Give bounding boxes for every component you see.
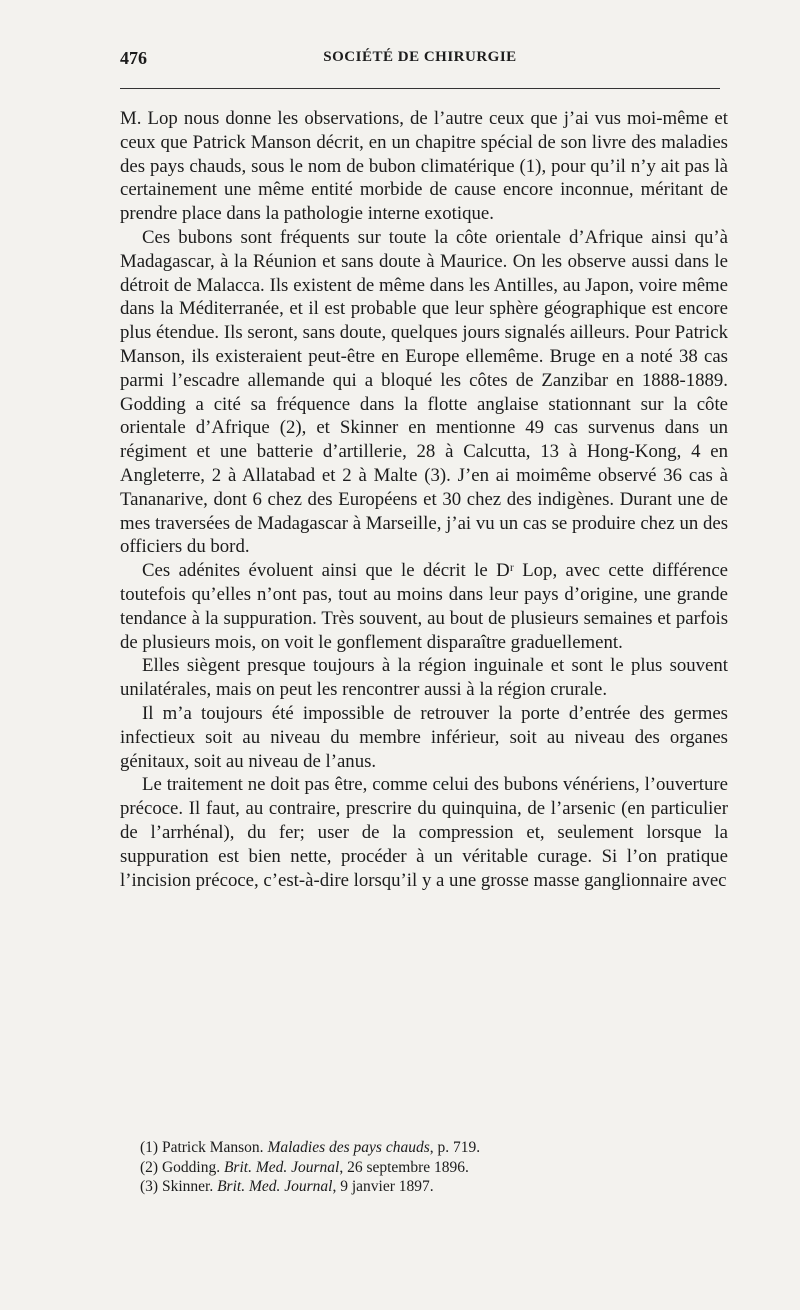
paragraph-3: Ces adénites évoluent ainsi que le décrit le Dʳ Lop, avec cette différence toutefois qu’elles n’ont pas, tout au moins dans leur pays d’origine, une grande tendance à la suppuration. Très souvent, au bout de plusieurs semaines et parfois de plusieurs mois, on voit le gonflement disparaître graduellement. [120, 560, 728, 653]
paragraph-6: Le traitement ne doit pas être, comme celui des bubons vénériens, l’ouverture précoce. Il faut, au contraire, prescrire du quinquina, de l’arsenic (en particulier de l’arrhénal), du fer; user de la compression et, seulement lorsque la suppuration est bien nette, procéder à un véritable curage. Si l’on pratique l’incision précoce, c’est-à-dire lorsqu’il y a une grosse masse ganglionnaire avec [120, 774, 728, 891]
footnote-title: Brit. Med. Journal [223, 1158, 340, 1176]
footnote-3 [140, 1177, 700, 1197]
footnote-marker: (3) [140, 1178, 159, 1195]
journal-title: SOCIÉTÉ DE CHIRURGIE [323, 49, 517, 65]
footnote-title: Maladies des pays chauds [267, 1139, 430, 1156]
paragraph-1: M. Lop nous donne les observations, de l’autre ceux que j’ai vus moi-même et ceux que Patrick Manson décrit, en un chapitre spécial de son livre des maladies des pays chauds, sous le nom de bubon climatérique (1), pour qu’il n’y ait pas là certainement une même entité morbide de cause encore inconnue, méritant de prendre place dans la pathologie interne exotique. [120, 108, 728, 225]
paragraph-5: Il m’a toujours été impossible de retrouver la porte d’entrée des germes infectieux soit au niveau du membre inférieur, soit au niveau des organes génitaux, soit au niveau de l’anus. [120, 702, 728, 772]
page-number: 476 [120, 48, 147, 68]
footnote-rest: , 9 janvier 1897. [332, 1178, 434, 1195]
footnote-author: Skinner. [161, 1178, 214, 1195]
footnotes [140, 1138, 700, 1197]
footnote-rest: , 26 septembre 1896. [339, 1158, 469, 1176]
footnote-2 [140, 1158, 700, 1178]
footnote-author: Godding. [161, 1158, 221, 1176]
paragraph-2: Ces bubons sont fréquents sur toute la côte orientale d’Afrique ainsi qu’à Madagascar, à la Réunion et sans doute à Maurice. On les observe aussi dans le détroit de Malacca. Ils existent de même dans les Antilles, au Japon, voire même dans la Méditerranée, et il est probable que leur sphère géographique est encore plus étendue. Ils seront, sans doute, quelques jours signalés ailleurs. Pour Patrick Manson, ils existeraient peut-être en Europe ellemême. Bruge en a noté 38 cas parmi l’escadre allemande qui a bloqué les côtes de Zanzibar en 1888-1889. Godding a cité sa fréquence dans la flotte anglaise stationnant sur la côte orientale d’Afrique (2), et Skinner en mentionne 49 cas survenus dans un régiment et une batterie d’artillerie, 28 à Calcutta, 13 à Hong-Kong, 4 en Angleterre, 2 à Allatabad et 2 à Malte (3). J’en ai moimême observé 36 cas à Tananarive, dont 6 chez des Européens et 30 chez des indigènes. Durant une de mes traversées de Madagascar à Marseille, j’ai vu un cas se produire chez un des officiers du bord. [120, 226, 728, 558]
footnote-rest: , p. 719. [429, 1139, 481, 1156]
header-rule [120, 88, 720, 89]
footnote-1 [140, 1138, 700, 1158]
footnote-marker: (2) [140, 1158, 159, 1176]
footnote-marker: (1) [140, 1139, 159, 1156]
paragraph-4: Elles siègent presque toujours à la région inguinale et sont le plus souvent unilatérales, mais on peut les rencontrer aussi à la région crurale. [120, 655, 728, 701]
footnote-title: Brit. Med. Journal [217, 1178, 333, 1195]
footnote-author: Patrick Manson. [161, 1139, 264, 1156]
running-header [120, 48, 720, 72]
body-text [120, 107, 728, 892]
